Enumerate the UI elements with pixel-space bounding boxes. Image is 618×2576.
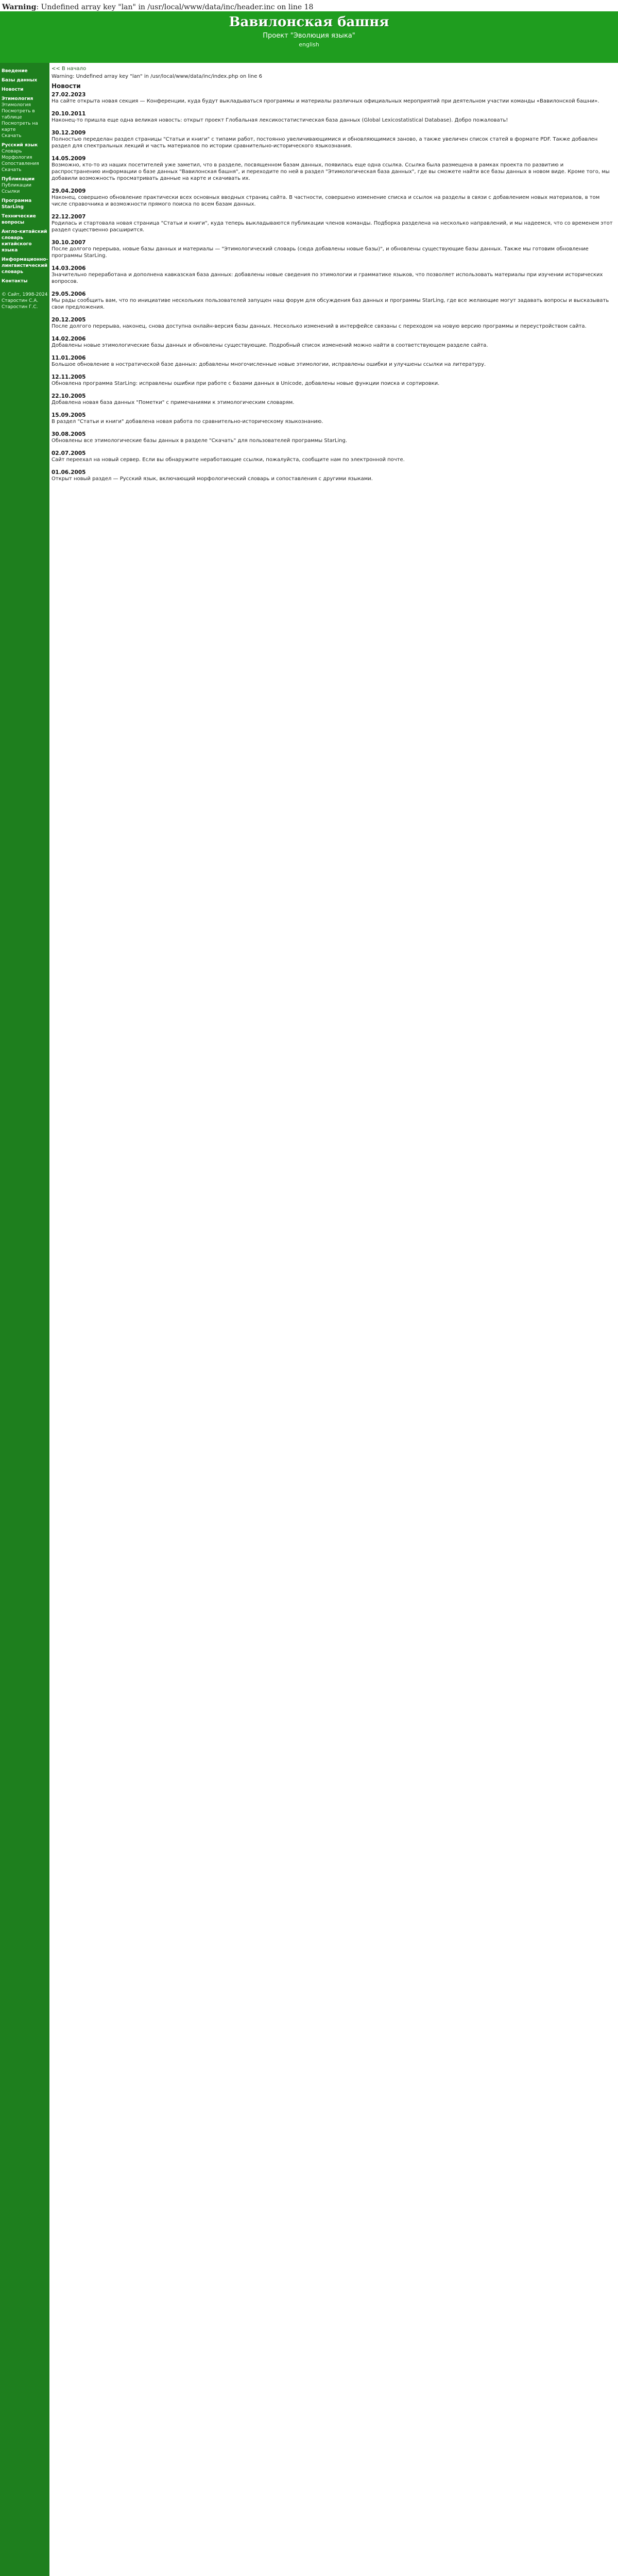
news-text: Обновлена программа StarLing: исправлены ошибки при работе с базами данных в Unicode, добавлены новые функции поиска и сортировки. xyxy=(52,381,440,386)
news-text: После долгого перерыва, наконец, снова доступна онлайн-версия базы данных. Несколько изменений в интерфейсе связаны с переходом на новую версию программы и переустройством сайта. xyxy=(52,324,587,329)
news-text: Мы рады сообщить вам, что по инициативе нескольких пользователей запущен наш форум для обсуждения баз данных и программы StarLing, где все желающие могут задавать вопросы и высказывать свои предложения. xyxy=(52,298,609,310)
sidebar-section-title[interactable]: Введение xyxy=(2,69,28,74)
news-entry xyxy=(52,130,613,149)
sidebar-item[interactable]: Ссылки xyxy=(2,189,20,194)
news-date: 12.11.2005 xyxy=(52,374,86,380)
sidebar-item[interactable]: Скачать xyxy=(2,167,22,173)
sidebar-footer-line: © Сайт, 1998-2024 xyxy=(2,292,48,297)
sidebar-section-title[interactable]: Русский язык xyxy=(2,143,38,148)
news-date: 30.10.2007 xyxy=(52,240,86,246)
news-entry xyxy=(52,188,613,208)
main-content xyxy=(52,65,613,2576)
news-text: Значительно переработана и дополнена кавказская база данных: добавлены новые сведения по этимологии и грамматике языков, что позволяет использовать материалы при изучении исторических вопросов. xyxy=(52,272,603,284)
sidebar-footer-line: Старостин Г.С. xyxy=(2,304,38,310)
back-to-start-link[interactable]: << В начало xyxy=(52,66,87,72)
news-text: Большое обновление в ностратической базе данных: добавлены многочисленные новые этимологии, исправлены ошибки и улучшены ссылки на литературу. xyxy=(52,362,486,367)
sidebar-section-title[interactable]: Англо-китайский словарь китайского языка xyxy=(2,229,47,253)
news-entry xyxy=(52,336,613,349)
news-text: Полностью переделан раздел страницы "Статьи и книги" с типами работ, постоянно увеличивающимися и обновляющимися заново, а также увеличен список статей в формате PDF. Также добавлен раздел для спектральных лекций и часть материалов по истории сравнительно-исторического языкознания. xyxy=(52,137,598,149)
news-entry xyxy=(52,374,613,387)
site-header xyxy=(0,11,618,63)
news-entry xyxy=(52,469,613,482)
news-text: После долгого перерыва, новые базы данных и материалы — "Этимологический словарь (сюда добавлены новые базы)", и обновлены существующие базы данных. Также мы готовим обновление программы StarLing. xyxy=(52,246,589,259)
sidebar-item[interactable]: Этимология xyxy=(2,103,31,108)
news-text: Наконец, совершено обновление практически всех основных вводных страниц сайта. В частности, совершено изменение списка и ссылок на разделы в связи с добавлением новых материалов, в том числе справочника и возможности прямого поиска по всем базам данных. xyxy=(52,195,600,207)
news-date: 29.05.2006 xyxy=(52,291,86,297)
news-date: 15.09.2005 xyxy=(52,412,86,418)
news-entry xyxy=(52,265,613,285)
news-entry xyxy=(52,450,613,463)
news-text: Родилась и стартовала новая страница "Статьи и книги", куда теперь выкладываются публикации членов команды. Подборка разделена на несколько направлений, и мы надеемся, что со временем этот раздел существенно расширится. xyxy=(52,221,613,233)
news-entry xyxy=(52,355,613,368)
news-entry xyxy=(52,412,613,425)
sidebar-item[interactable]: Скачать xyxy=(2,133,22,139)
news-entry xyxy=(52,317,613,330)
news-text: Добавлены новые этимологические базы данных и обновлены существующие. Подробный список изменений можно найти в соответствующем разделе сайта. xyxy=(52,343,488,348)
news-text: Сайт переехал на новый сервер. Если вы обнаружите неработающие ссылки, пожалуйста, сообщите нам по электронной почте. xyxy=(52,457,405,463)
news-entry xyxy=(52,393,613,406)
sidebar-item[interactable]: Посмотреть в таблице xyxy=(2,109,35,120)
sidebar-section-title[interactable]: Базы данных xyxy=(2,78,38,83)
site-subtitle: Проект "Эволюция языка" xyxy=(263,32,355,40)
news-entry xyxy=(52,214,613,233)
news-date: 02.07.2005 xyxy=(52,450,86,456)
content-warning: Warning: Undefined array key "lan" in /usr/local/www/data/inc/index.php on line 6 xyxy=(52,74,262,79)
php-warning xyxy=(0,0,618,11)
news-date: 11.01.2006 xyxy=(52,355,86,361)
news-entry xyxy=(52,111,613,124)
news-text: Возможно, кто-то из наших посетителей уже заметил, что в разделе, посвященном базам данных, появилась еще одна ссылка. Ссылка была размещена в рамках проекта по развитию и распространению информации о базе данных "Вавилонская башня", и переходите по ней в раздел "Этимологическая база данных", где вы сможете найти все базы данных в новом виде. Кроме того, мы добавили возможность просматривать данные на карте и скачивать их. xyxy=(52,162,610,181)
news-date: 01.06.2005 xyxy=(52,469,86,476)
news-text: Добавлена новая база данных "Пометки" с примечаниями к этимологическим словарям. xyxy=(52,400,295,405)
php-warning-label: Warning xyxy=(2,3,37,11)
language-link[interactable]: english xyxy=(299,41,319,48)
sidebar-section-title[interactable]: Публикации xyxy=(2,177,35,182)
news-date: 22.12.2007 xyxy=(52,214,86,220)
news-date: 30.12.2009 xyxy=(52,130,86,136)
sidebar xyxy=(0,63,49,2576)
sidebar-item[interactable]: Публикации xyxy=(2,183,32,188)
sidebar-section-title[interactable]: Контакты xyxy=(2,279,28,284)
sidebar-item[interactable]: Морфология xyxy=(2,155,32,160)
site-title[interactable]: Вавилонская башня xyxy=(229,14,389,30)
sidebar-section-title[interactable]: Информационно-лингвистический словарь xyxy=(2,257,48,275)
news-text: Открыт новый раздел — Русский язык, включающий морфологический словарь и сопоставления с другими языками. xyxy=(52,476,373,482)
news-date: 29.04.2009 xyxy=(52,188,86,194)
news-date: 14.03.2006 xyxy=(52,265,86,272)
news-text: Обновлены все этимологические базы данных в разделе "Скачать" для пользователей программы StarLing. xyxy=(52,438,348,444)
news-heading: Новости xyxy=(52,82,81,90)
news-date: 27.02.2023 xyxy=(52,92,86,98)
news-entry xyxy=(52,92,613,105)
news-entry xyxy=(52,291,613,311)
news-list xyxy=(52,92,613,482)
news-entry xyxy=(52,431,613,444)
sidebar-section-title[interactable]: Этимология xyxy=(2,96,33,101)
news-date: 14.05.2009 xyxy=(52,156,86,162)
sidebar-item[interactable]: Словарь xyxy=(2,149,22,154)
news-date: 20.12.2005 xyxy=(52,317,86,323)
sidebar-section-title[interactable]: Программа StarLing xyxy=(2,198,32,210)
sidebar-section-title[interactable]: Технические вопросы xyxy=(2,214,36,225)
sidebar-section-title[interactable]: Новости xyxy=(2,87,24,92)
php-warning-message: : Undefined array key "lan" in /usr/local/www/data/inc/header.inc on line 18 xyxy=(36,3,314,11)
sidebar-item[interactable]: Посмотреть на карте xyxy=(2,121,38,132)
news-text: Наконец-то пришла еще одна великая новость: открыт проект Глобальная лексикостатистическая база данных (Global Lexicostatistical Database). Добро пожаловать! xyxy=(52,117,508,123)
news-date: 20.10.2011 xyxy=(52,111,86,117)
news-date: 14.02.2006 xyxy=(52,336,86,342)
news-entry xyxy=(52,240,613,259)
news-date: 30.08.2005 xyxy=(52,431,86,437)
news-date: 22.10.2005 xyxy=(52,393,86,399)
news-text: На сайте открыта новая секция — Конференции, куда будут выкладываться программы и материалы различных официальных мероприятий при деятельном участии команды «Вавилонской башни». xyxy=(52,98,599,104)
sidebar-item[interactable]: Сопоставления xyxy=(2,161,39,166)
news-text: В раздел "Статьи и книги" добавлена новая работа по сравнительно-историческому языкознанию. xyxy=(52,419,323,425)
news-entry xyxy=(52,156,613,182)
sidebar-footer-line: Старостин С.А. xyxy=(2,298,39,303)
